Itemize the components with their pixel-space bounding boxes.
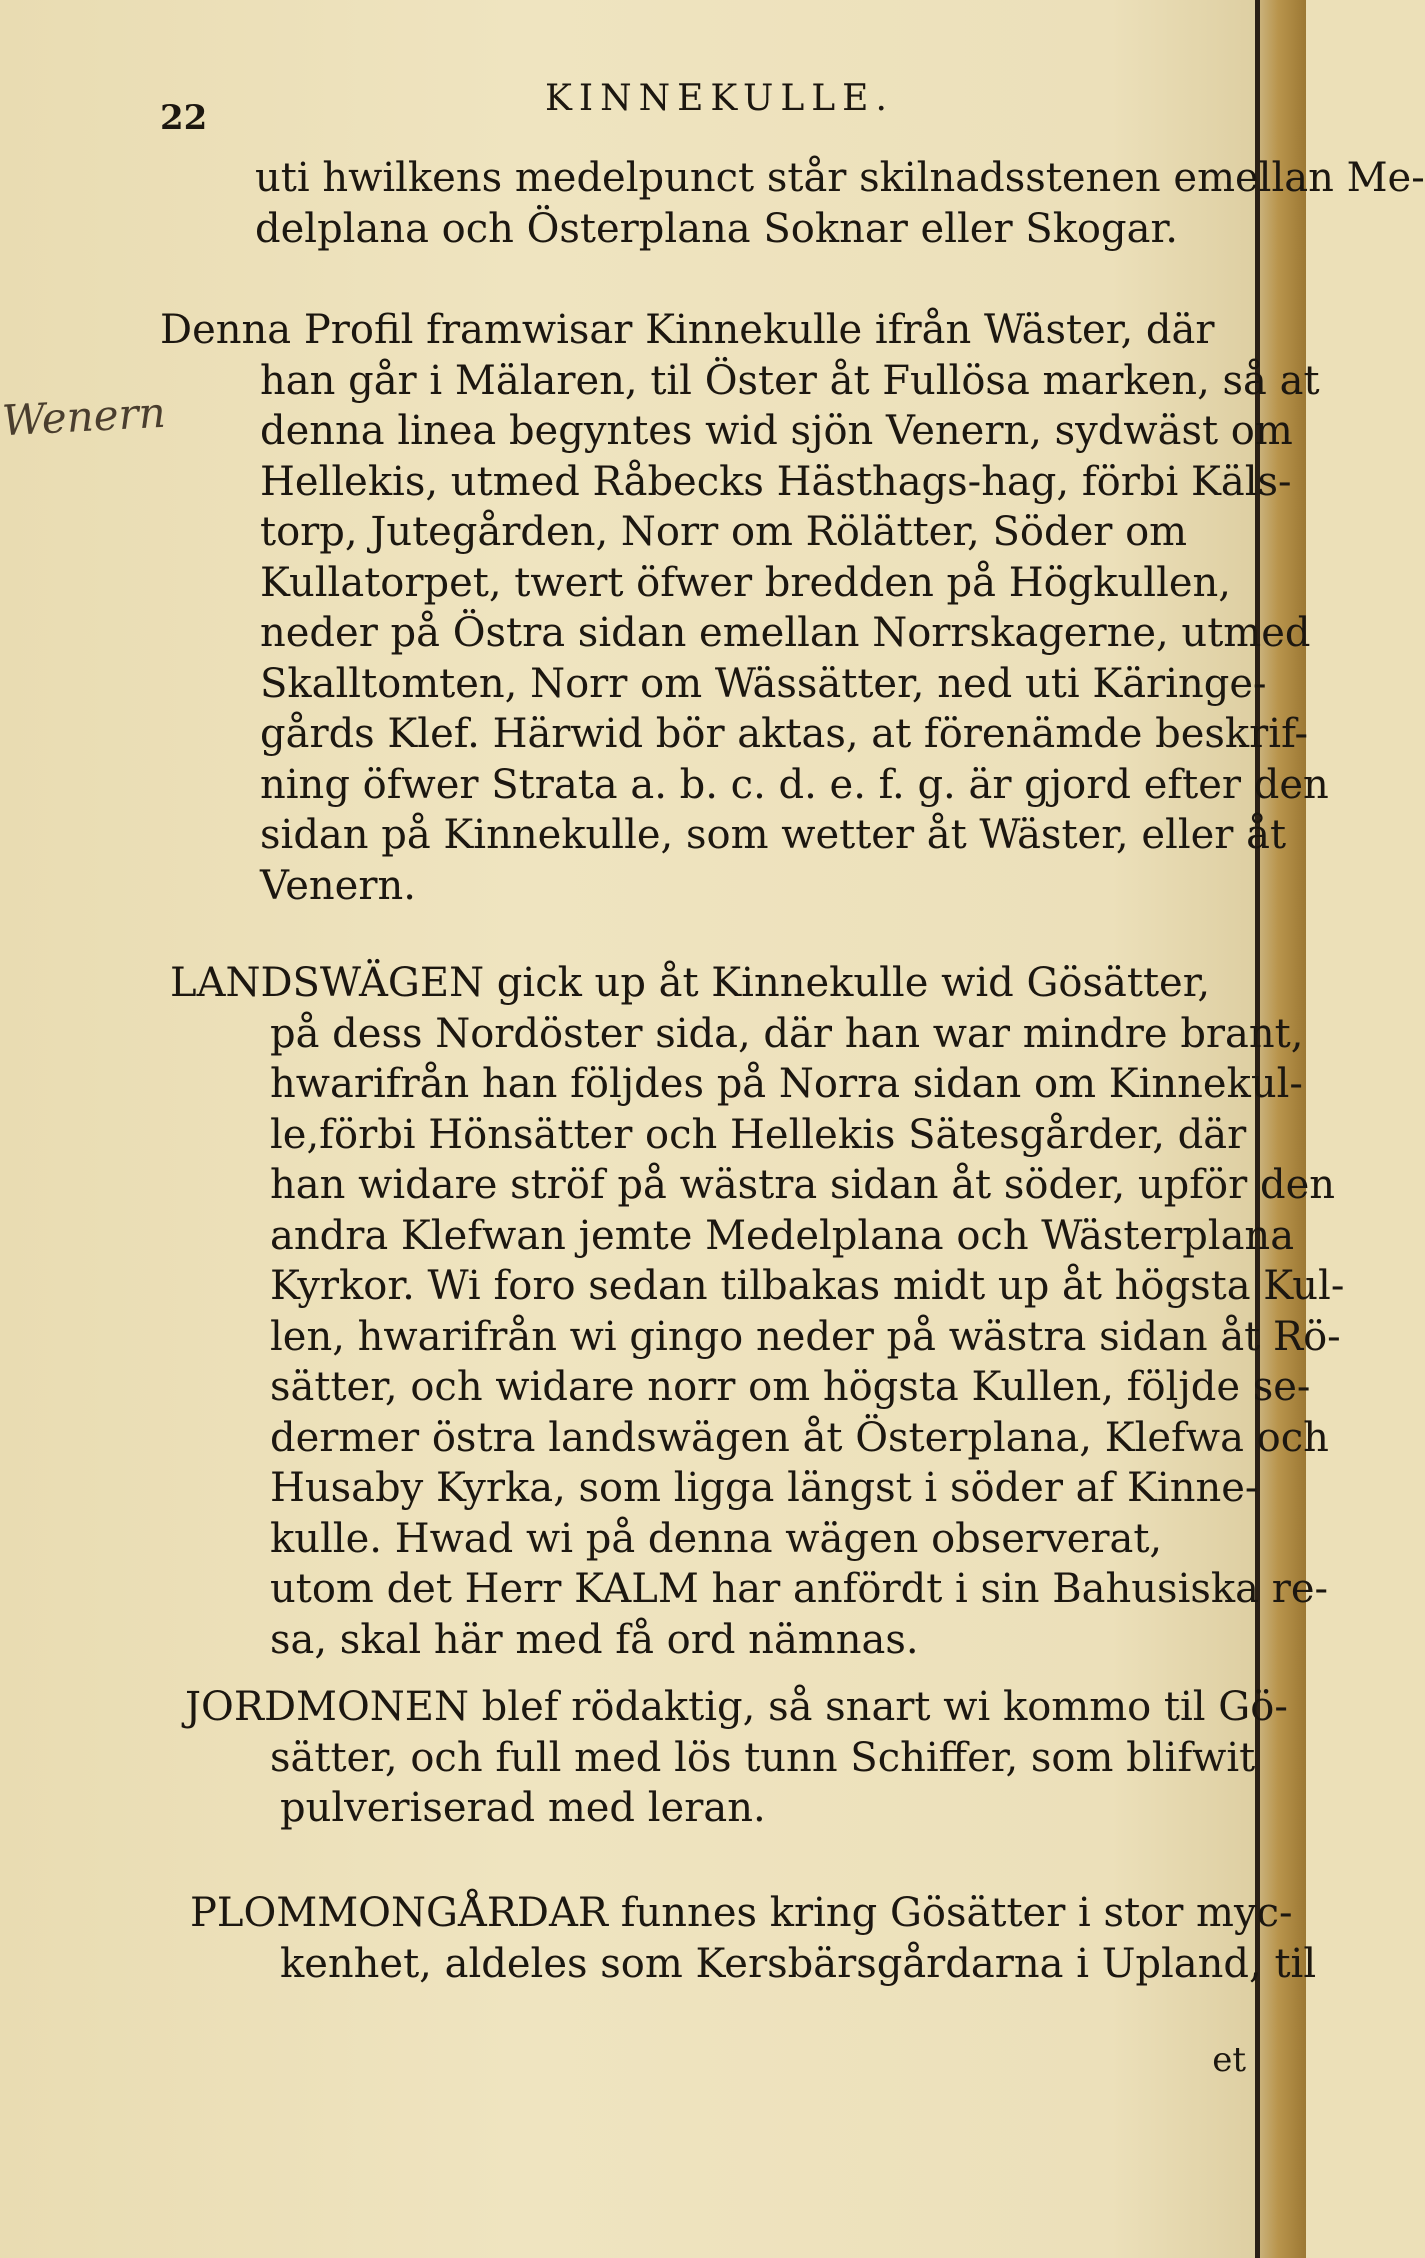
text-line: Denna Profil framwisar Kinnekulle ifrån Wäster, där: [160, 307, 1215, 353]
text-line: andra Klefwan jemte Medelplana och Wästerplana: [270, 1212, 1295, 1259]
text-line: han widare ströf på wästra sidan åt söder, upför den: [270, 1162, 1335, 1208]
text-line: LANDSWÄGEN gick up åt Kinnekulle wid Gösätter,: [170, 960, 1211, 1006]
text-line: hwarifrån han följdes på Norra sidan om Kinnekul-: [270, 1061, 1303, 1107]
text-line: neder på Östra sidan emellan Norrskagerne, utmed: [260, 610, 1311, 656]
text-line: han går i Mälaren, til Öster åt Fullösa marken, så at: [260, 357, 1320, 404]
text-line: gårds Klef. Härwid bör aktas, at förenämde beskrif-: [260, 711, 1308, 757]
page-header: [160, 78, 1220, 138]
page-number: 22: [160, 98, 208, 138]
paragraph-continuation: [160, 153, 1425, 254]
text-line: utom det Herr KALM har anfördt i sin Bahusiska re-: [270, 1566, 1329, 1612]
text-line: uti hwilkens medelpunct står skilnadsstenen emellan Me-: [255, 155, 1425, 201]
text-line: Kyrkor. Wi foro sedan tilbakas midt up åt högsta Kul-: [270, 1263, 1345, 1309]
paragraph-plommongardar: [160, 1888, 1317, 1989]
text-line: denna linea begyntes wid sjön Venern, sydwäst om: [260, 408, 1293, 454]
handwritten-margin-note: Wenern: [0, 387, 167, 446]
text-line: kulle. Hwad wi på denna wägen observerat,: [270, 1515, 1163, 1562]
text-line: JORDMONEN blef rödaktig, så snart wi kommo til Gö-: [185, 1684, 1288, 1730]
text-line: le,förbi Hönsätter och Hellekis Sätesgårder, där: [270, 1111, 1247, 1158]
paragraph-landswagen: [160, 958, 1345, 1665]
running-head: KINNEKULLE.: [545, 78, 894, 119]
text-line: torp, Jutegården, Norr om Rölätter, Söder om: [260, 509, 1188, 555]
text-line: len, hwarifrån wi gingo neder på wästra sidan åt Rö-: [270, 1313, 1341, 1360]
text-line: pulveriserad med leran.: [280, 1785, 766, 1831]
paragraph-jordmonen: [160, 1682, 1288, 1834]
catchword: et: [1212, 2040, 1246, 2080]
text-line: sidan på Kinnekulle, som wetter åt Wäster, eller åt: [260, 812, 1287, 858]
text-line: Skalltomten, Norr om Wässätter, ned uti Käringe-: [260, 660, 1267, 707]
text-line: delplana och Österplana Soknar eller Skogar.: [255, 205, 1178, 252]
text-line: ning öfwer Strata a. b. c. d. e. f. g. är gjord efter den: [260, 761, 1329, 808]
text-line: Hellekis, utmed Råbecks Hästhags-hag, förbi Käls-: [260, 458, 1292, 505]
text-line: sa, skal här med få ord nämnas.: [270, 1616, 919, 1663]
text-line: Venern.: [260, 862, 416, 909]
text-line: Kullatorpet, twert öfwer bredden på Högkullen,: [260, 559, 1232, 606]
text-line: PLOMMONGÅRDAR funnes kring Gösätter i stor myc-: [190, 1890, 1293, 1936]
text-line: på dess Nordöster sida, där han war mindre brant,: [270, 1010, 1304, 1057]
text-line: sätter, och full med lös tunn Schiffer, som blifwit: [270, 1734, 1256, 1781]
text-line: dermer östra landswägen åt Österplana, Klefwa och: [270, 1414, 1329, 1461]
paragraph-profile: [160, 305, 1329, 911]
text-line: kenhet, aldeles som Kersbärsgårdarna i Upland, til: [280, 1940, 1317, 1987]
text-line: sätter, och widare norr om högsta Kullen, följde se-: [270, 1364, 1311, 1410]
text-line: Husaby Kyrka, som ligga längst i söder af Kinne-: [270, 1465, 1259, 1511]
